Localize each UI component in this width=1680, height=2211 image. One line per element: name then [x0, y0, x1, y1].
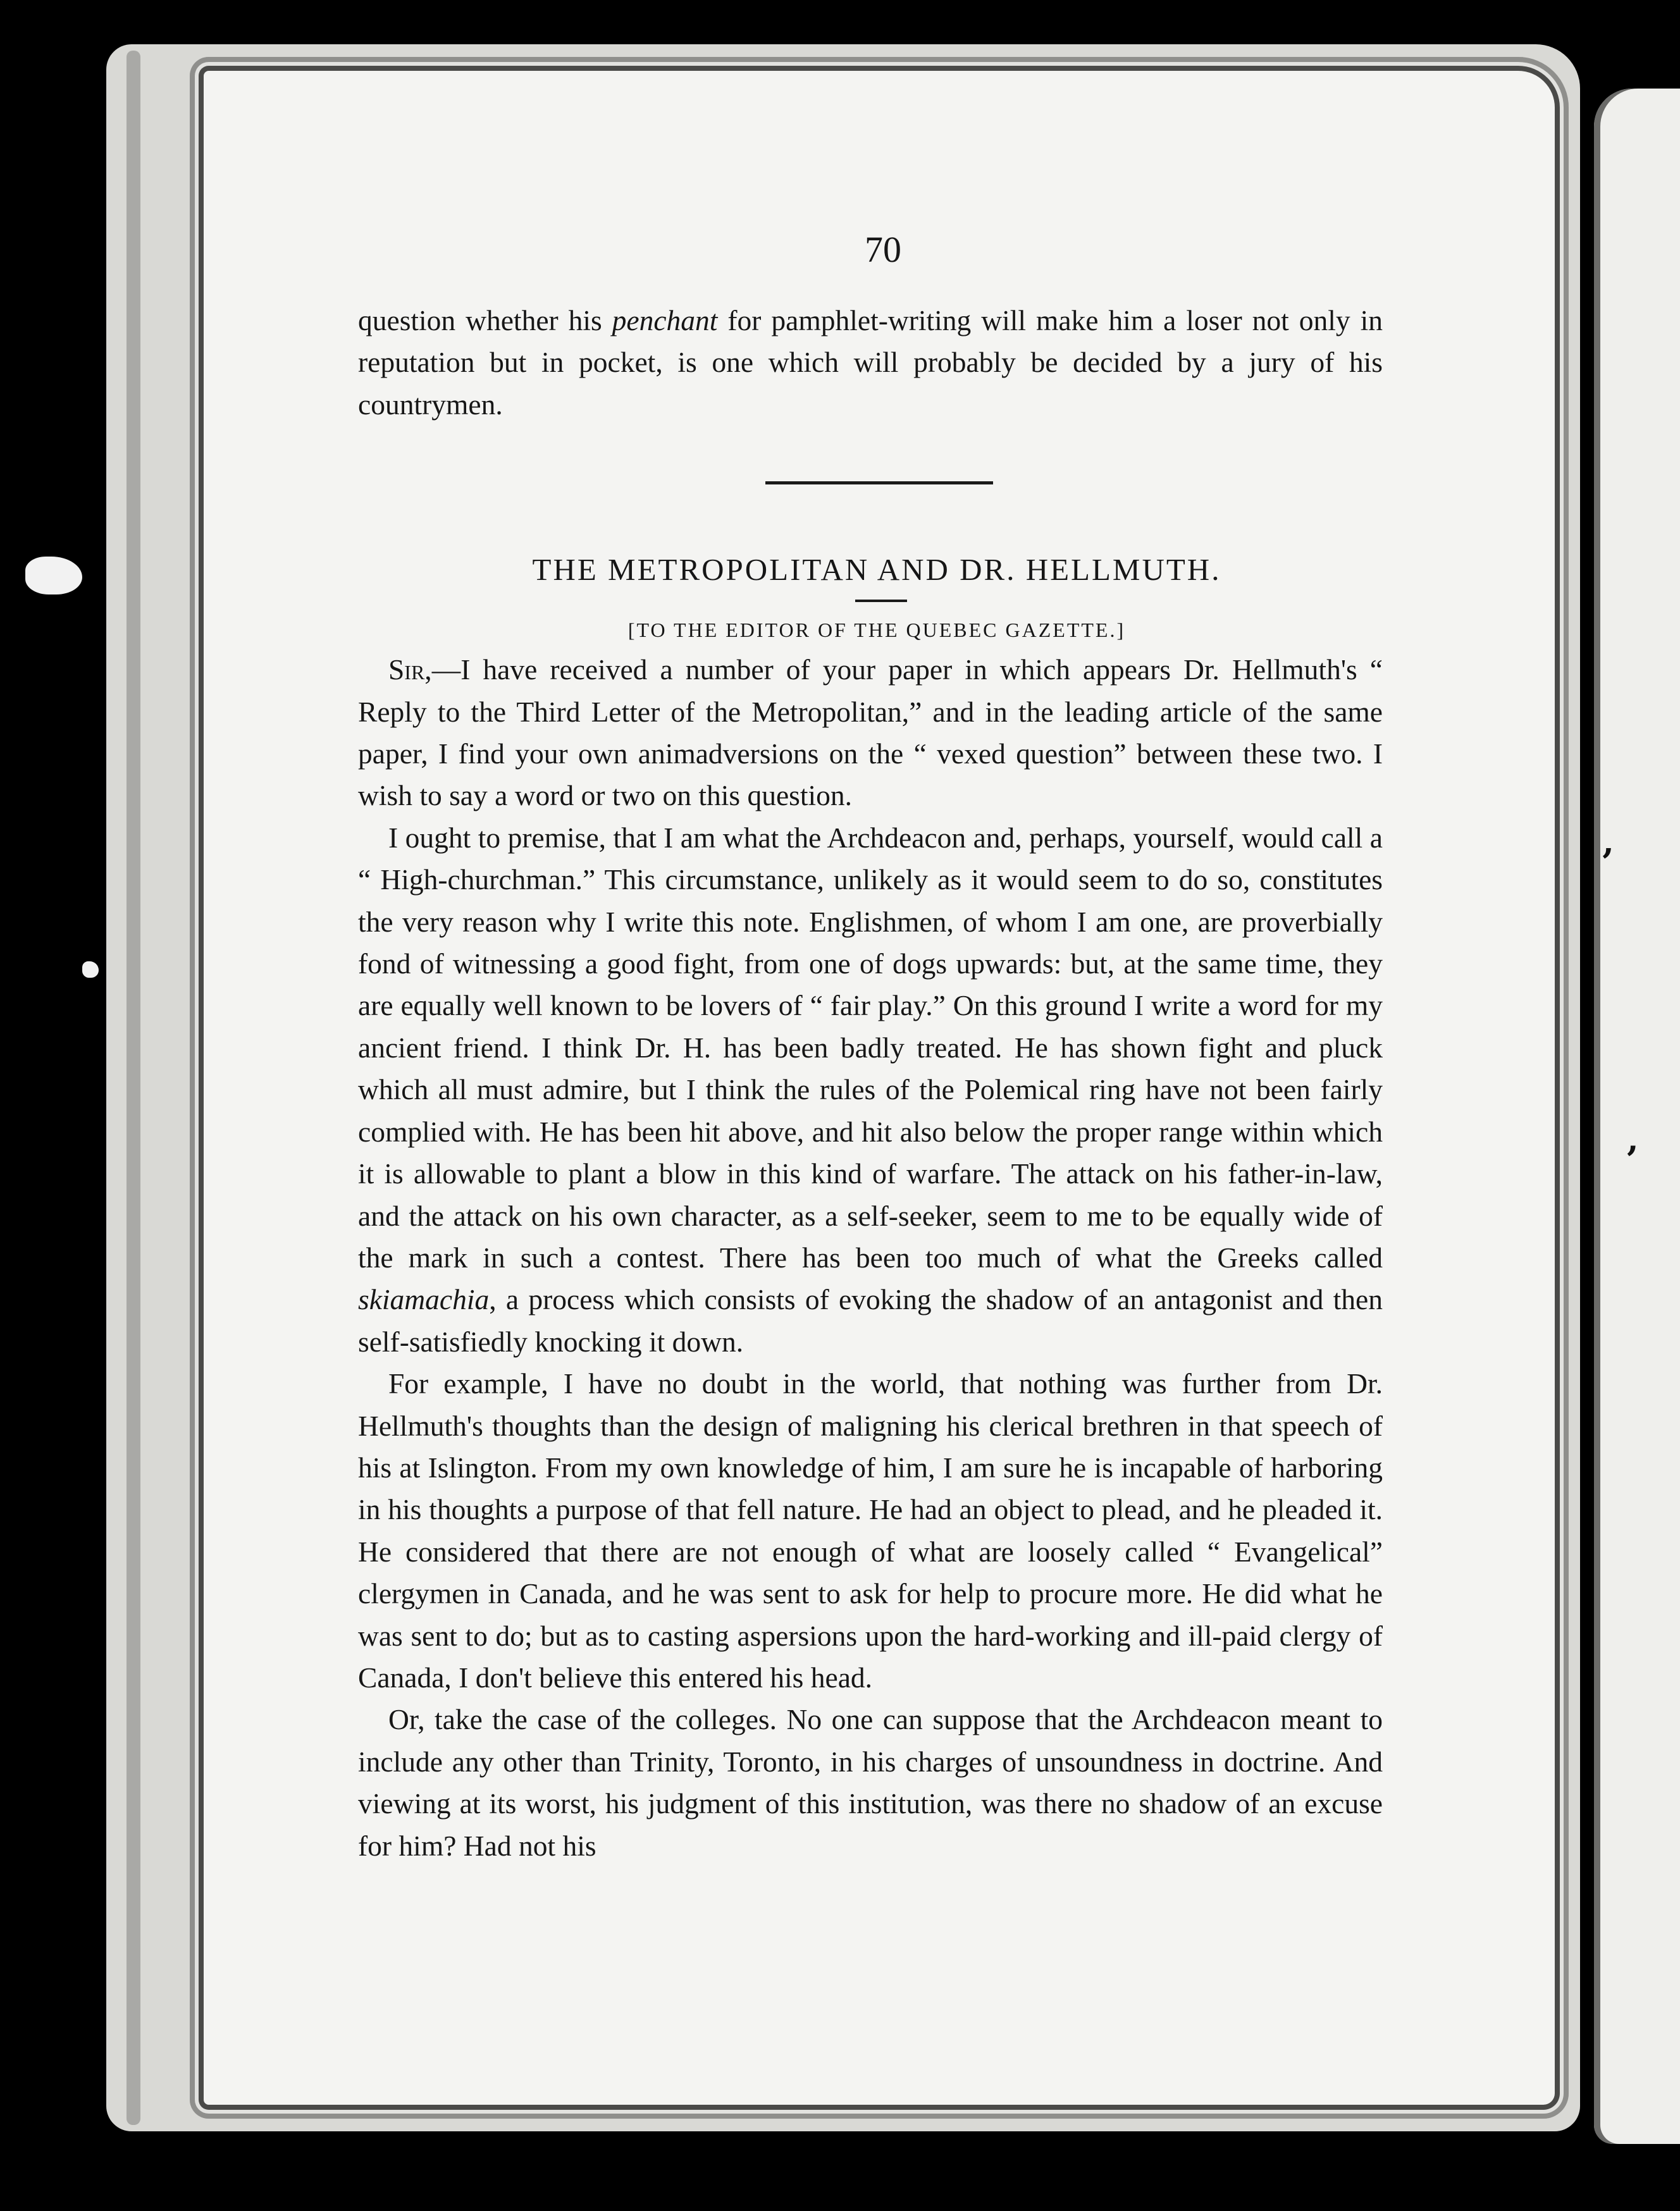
title-rule — [855, 600, 907, 602]
page-number: 70 — [865, 229, 901, 270]
article-dateline: [TO THE EDITOR OF THE QUEBEC GAZETTE.] — [627, 619, 1126, 642]
page-stack-edge — [127, 51, 140, 2125]
text-run: for pamphlet-writing will make him a loser not only in reputation but in pocket, is one which will probably be decided by a jury of his countrymen. — [358, 304, 1383, 421]
facing-page-edge — [1594, 89, 1680, 2144]
salutation: Sir, — [388, 653, 432, 686]
text-run: I ought to premise, that I am what the Archdeacon and, perhaps, yourself, would call a “ High-churchman.” This circumstance, unlikely as it would seem to do so, constitutes the very reason why I write this note. Englishmen, of whom I am one, are proverbially fond of witnessing a good fight, from one of dogs upwards: but, at the same time, they are equally well known to be lovers of “ fair play.” On this ground I write a word for my ancient friend. I think Dr. H. has been badly treated. He has shown fight and pluck which all must admire, but I think the rules of the Polemical ring have not been fairly complied with. He has been hit above, and hit also below the proper range within which it is allowable to plant a blow in this kind of warfare. The attack on his father-in-law, and the attack on his own character, as a self-seeker, seem to me to be equally wide of the mark in such a contest. There has been too much of what the Greeks called — [358, 821, 1383, 1274]
text-run: , a process which consists of evoking the shadow of an antagonist and then self-satisfiedly knocking it down. — [358, 1283, 1383, 1358]
section-divider — [765, 481, 993, 484]
page-text-block — [358, 228, 1383, 1867]
paragraph-4: Or, take the case of the colleges. No one can suppose that the Archdeacon meant to include any other than Trinity, Toronto, in his charges of unsoundness in doctrine. And viewing at its worst, his judgment of this institution, was there no shadow of an excuse for him? Had not his — [358, 1703, 1383, 1862]
italic-term: skiamachia — [358, 1283, 490, 1316]
continued-paragraph — [358, 300, 1383, 426]
scan-speck-left — [25, 557, 82, 594]
paragraph-2 — [358, 817, 1383, 1363]
article-title: THE METROPOLITAN AND DR. HELLMUTH. — [532, 552, 1221, 588]
italic-term: penchant — [612, 304, 718, 336]
margin-mark: ’ — [1626, 1138, 1639, 1181]
text-run: —I have received a number of your paper in which appears Dr. Hellmuth's “ Reply to the Third Letter of the Metropolitan,” and in the leading article of the same paper, I find your own animadversions on the “ vexed question” between these two. I wish to say a word or two on this question. — [358, 653, 1383, 812]
text-run: question whether his — [358, 304, 612, 336]
margin-mark: ʼ — [1600, 841, 1614, 884]
paragraph-3: For example, I have no doubt in the world, that nothing was further from Dr. Hellmuth's thoughts than the design of maligning his clerical brethren in that speech of his at Islington. From my own knowledge of him, I am sure he is incapable of harboring in his thoughts a purpose of that fell nature. He had an object to plead, and he pleaded it. He considered that there are not enough of what are loosely called “ Evangelical” clergymen in Canada, and he was sent to ask for help to procure more. He did what he was sent to do; but as to casting aspersions upon the hard-working and ill-paid clergy of Canada, I don't believe this entered his head. — [358, 1367, 1383, 1694]
scan-speck-left-small — [82, 961, 99, 978]
paragraph-1 — [358, 649, 1383, 817]
